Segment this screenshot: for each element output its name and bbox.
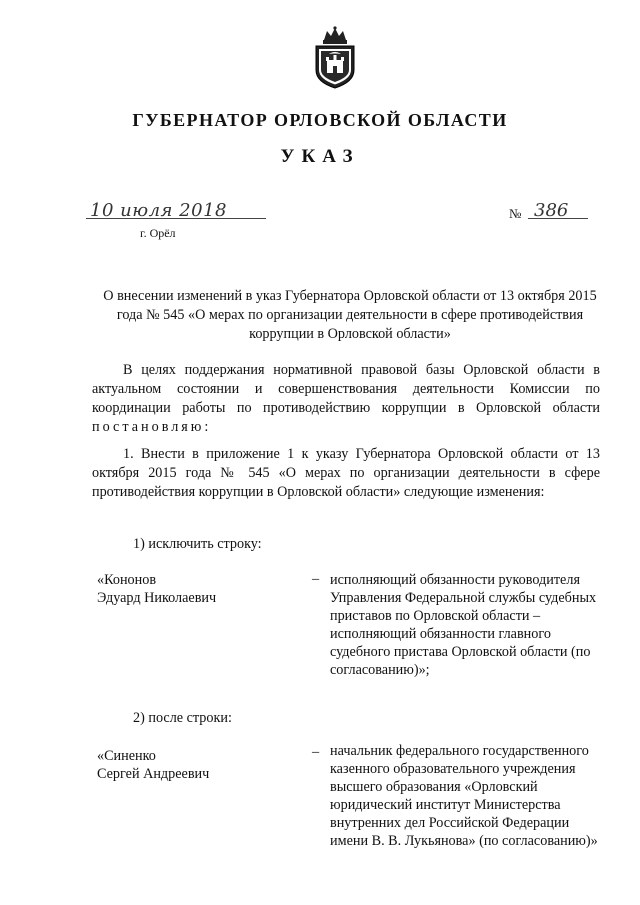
preamble-text: В целях поддержания нормативной правовой базы Орловской области в актуальном состоянии и совершенствования деятельности Комиссии по координации работы по противодействию коррупции в Орловской области — [92, 362, 600, 416]
point-1-text: 1. Внести в приложение 1 к указу Губернатора Орловской области от 13 октября 2015 года № 545 «О мерах по организации деятельности в сфере противодействия коррупции в Орловской области» следующие изменения: — [92, 446, 600, 500]
item-2-label: 2) после строки: — [133, 710, 232, 726]
decree-verb: постановляю: — [92, 419, 212, 435]
number-handwritten: 386 — [534, 200, 569, 221]
item-2-given-names: Сергей Андреевич — [97, 766, 210, 782]
item-1-person — [97, 571, 216, 607]
date-handwritten: 10 июля 2018 — [90, 200, 227, 221]
document-type: УКАЗ — [280, 146, 360, 167]
date-underline — [86, 218, 266, 219]
item-2-description: начальник федерального государственного казенного образовательного учреждения высшего образования «Орловский юридический институт Министерства внутренних дел Российской Федерации имени В. В. Лукьянова» (по согласованию)» — [330, 743, 598, 849]
point-1-paragraph — [92, 445, 600, 502]
item-2-person — [97, 747, 209, 783]
item-1-given-names: Эдуард Николаевич — [97, 590, 217, 606]
item-1-description: исполняющий обязанности руководителя Управления Федеральной службы судебных приставов по Орловской области – исполняющий обязанности главного судебного пристава Орловской области (по согласованию)»; — [330, 572, 597, 678]
item-1-label: 1) исключить строку: — [133, 536, 262, 552]
city-label: г. Орёл — [140, 226, 176, 240]
orel-oblast-coat-of-arms-icon — [310, 26, 360, 90]
item-2-surname: «Синенко — [97, 748, 156, 764]
number-underline — [528, 218, 588, 219]
item-1-dash: – — [312, 571, 320, 587]
preamble-paragraph — [92, 361, 600, 437]
governor-title: ГУБЕРНАТОР ОРЛОВСКОЙ ОБЛАСТИ — [132, 110, 508, 130]
item-2-dash: – — [312, 744, 320, 760]
decree-subject: О внесении изменений в указ Губернатора Орловской области от 13 октября 2015 года № 545 «О мерах по организации деятельности в сфере противодействия коррупции в Орловской области» — [103, 288, 597, 342]
number-label: № — [509, 206, 522, 221]
item-1-surname: «Кононов — [97, 572, 157, 588]
